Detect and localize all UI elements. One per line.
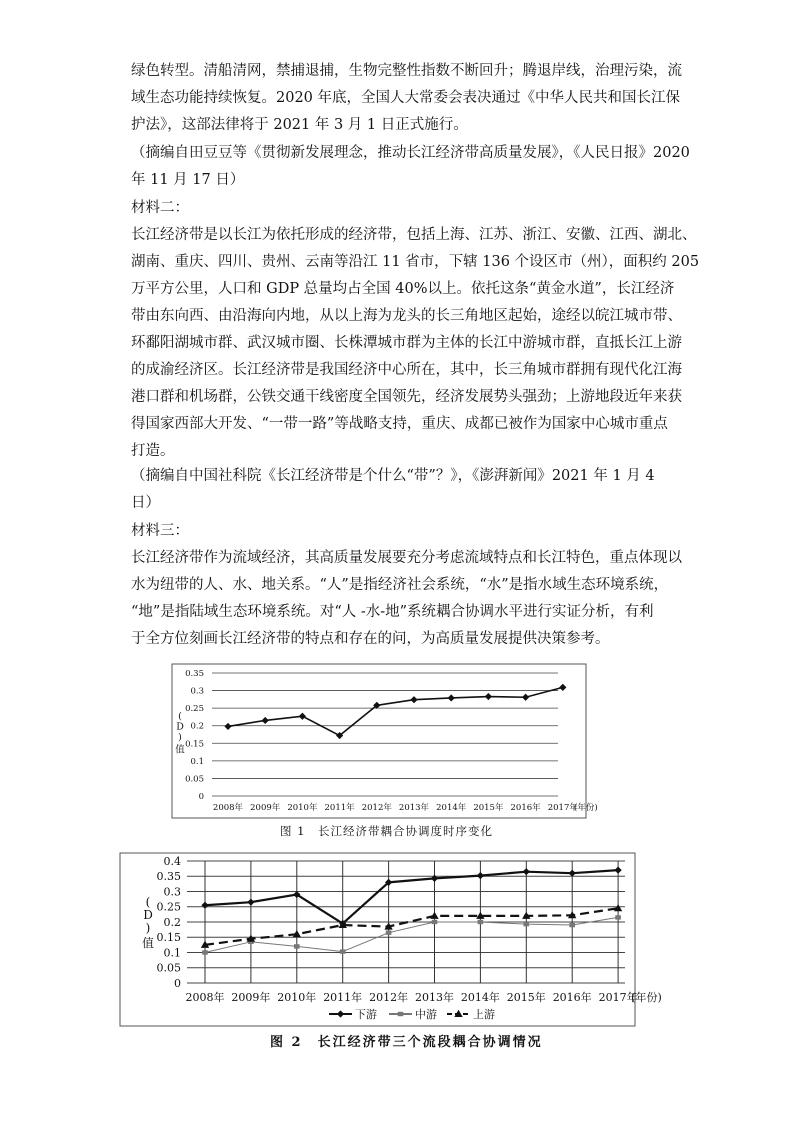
y-tick-label: 0.1	[163, 946, 181, 960]
y-tick-label: 0.2	[190, 721, 204, 732]
text-line: “地”是指陆域生态环境系统。对“人 -水-地”系统耦合协调水平进行实证分析，有利	[131, 604, 654, 620]
text-line: 的成渝经济区。长江经济带是我国经济中心所在，其中，长三角城市群拥有现代化江海	[131, 362, 682, 378]
data-point	[247, 899, 254, 906]
data-point	[615, 867, 622, 874]
material-3-paragraph	[131, 545, 682, 653]
y-tick-label: 0.15	[156, 931, 181, 945]
x-tick-label: 2015年	[506, 991, 546, 1004]
data-point	[569, 923, 575, 927]
legend-marker	[337, 1010, 344, 1017]
y-tick-label: 0.15	[185, 739, 204, 750]
data-point	[201, 902, 208, 909]
paragraph-1	[131, 58, 682, 139]
data-point	[294, 944, 300, 948]
data-point	[477, 872, 484, 879]
x-tick-label: 2013年	[415, 991, 454, 1004]
x-tick-label: 2010年	[277, 991, 317, 1004]
text-line: 护法》，这部法律将于 2021 年 3 月 1 日正式施行。	[131, 117, 468, 133]
x-tick-label: 2012年	[361, 803, 392, 813]
y-tick-label: 0.35	[156, 870, 181, 884]
figure-1-caption: 图 1 长江经济带耦合协调度时序变化	[280, 824, 493, 838]
x-tick-label: 2010年	[287, 803, 318, 813]
x-tick-label: 2008年	[185, 991, 225, 1004]
legend-label: 中游	[415, 1008, 437, 1021]
source-citation-2	[131, 463, 671, 517]
y-tick-label: 0.25	[185, 704, 204, 715]
y-tick-label: 0	[198, 791, 204, 802]
text-line: 环鄱阳湖城市群、武汉城市圈、长株潭城市群为主体的长江中游城市群，直抵长江上游	[131, 335, 682, 351]
y-tick-label: 0.05	[185, 774, 204, 785]
series-line-1	[228, 687, 563, 735]
x-tick-label: 2017年	[547, 803, 578, 813]
x-axis-unit-label: (年份)	[574, 803, 598, 813]
x-tick-label: 2016年	[510, 803, 541, 813]
chart-frame	[172, 664, 586, 818]
material-2-heading: 材料二：	[131, 200, 189, 216]
y-axis-label-zhi: 值	[141, 936, 155, 950]
text-line: （摘编自中国社科院《长江经济带是个什么“带”？》，《澎湃新闻》2021 年 1 月 4	[131, 468, 655, 484]
y-axis-label-d: D	[176, 721, 184, 733]
y-tick-label: 0.4	[163, 854, 181, 868]
text-line: 绿色转型。清船清网，禁捕退捕，生物完整性指数不断回升；腾退岸线，治理污染，流	[131, 63, 682, 79]
figure-2-caption: 图 2 长江经济带三个流段耦合协调情况	[270, 1035, 543, 1050]
text-line: 长江经济带作为流域经济，其高质量发展要充分考虑流域特点和长江特色，重点体现以	[131, 550, 682, 566]
y-tick-label: 0.3	[163, 885, 181, 899]
data-point	[615, 915, 621, 919]
x-tick-label: 2013年	[398, 803, 430, 813]
x-tick-label: 2011年	[323, 991, 363, 1004]
text-line: 长江经济带是以长江为依托形成的经济带，包括上海、江苏、浙江、安徽、江西、湖北、	[131, 227, 697, 243]
y-tick-label: 0.25	[156, 900, 181, 914]
series-line-2	[205, 917, 618, 952]
text-line: 水为纽带的人、水、地关系。“人”是指经济社会系统，“水”是指水域生态环境系统，	[131, 577, 669, 593]
x-tick-label: 2009年	[250, 803, 281, 813]
y-axis-label-zhi: 值	[175, 744, 185, 756]
text-line: 打造。	[131, 443, 175, 459]
text-line: （摘编自田豆豆等《贯彻新发展理念，推动长江经济带高质量发展》，《人民日报》2020	[131, 145, 690, 161]
data-point	[430, 912, 438, 919]
data-point	[202, 950, 208, 954]
data-point	[524, 922, 530, 926]
text-line: 得国家西部大开发、“一带一路”等战略支持，重庆、成都已被作为国家中心城市重点	[131, 416, 668, 432]
data-point	[559, 684, 566, 691]
data-point	[410, 696, 417, 703]
x-tick-label: 2017年	[598, 991, 638, 1004]
figure-2-chart	[119, 852, 662, 1027]
data-point	[299, 713, 306, 720]
y-axis-label-paren-open: (	[145, 895, 151, 909]
data-point	[569, 870, 576, 877]
y-axis-label-paren-open: (	[178, 711, 182, 722]
data-point	[523, 868, 530, 875]
x-tick-label: 2015年	[473, 803, 504, 813]
data-point	[448, 694, 455, 701]
material-2-paragraph	[131, 222, 700, 465]
text-line: 万平方公里，人口和 GDP 总量均占全国 40%以上。依托这条“黄金水道”，长江经济	[131, 281, 675, 297]
data-point	[432, 920, 438, 924]
legend-label: 下游	[355, 1008, 377, 1021]
x-tick-label: 2014年	[460, 991, 500, 1004]
x-tick-label: 2011年	[324, 803, 355, 813]
text-line: 日）	[131, 495, 160, 511]
figure-1-chart	[170, 662, 598, 820]
data-point	[224, 723, 231, 730]
y-axis-label-d: D	[143, 908, 153, 922]
y-tick-label: 0.1	[190, 756, 204, 767]
material-3-heading: 材料三：	[131, 523, 189, 539]
x-tick-label: 2016年	[552, 991, 592, 1004]
x-axis-unit-label: (年份)	[631, 991, 662, 1004]
text-line: 带由东向西、由沿海向内地，从以上海为龙头的长三角地区起始，途经以皖江城市带、	[131, 308, 682, 324]
y-tick-label: 0.3	[190, 686, 204, 697]
x-tick-label: 2014年	[436, 803, 467, 813]
source-citation-1	[131, 140, 690, 194]
text-line: 年 11 月 17 日）	[131, 172, 245, 188]
y-axis-label-paren-close: )	[178, 732, 182, 743]
y-tick-label: 0	[174, 976, 181, 990]
legend-label: 上游	[473, 1008, 495, 1021]
text-line: 域生态功能持续恢复。2020 年底，全国人大常委会表决通过《中华人民共和国长江保	[131, 90, 681, 106]
x-tick-label: 2008年	[212, 803, 244, 813]
text-line: 港口群和机场群，公铁交通干线密度全国领先，经济发展势头强劲；上游地段近年来获	[131, 389, 682, 405]
y-tick-label: 0.2	[163, 915, 181, 929]
data-point	[340, 949, 346, 953]
data-point	[386, 930, 392, 934]
legend-marker	[398, 1012, 404, 1016]
y-tick-label: 0.35	[185, 668, 204, 679]
x-tick-label: 2009年	[231, 991, 271, 1004]
text-line: 湖南、重庆、四川、贵州、云南等沿江 11 省市，下辖 136 个设区市（州），面积约 205	[131, 254, 700, 270]
y-tick-label: 0.05	[156, 961, 181, 975]
x-tick-label: 2012年	[369, 991, 409, 1004]
series-line-3	[205, 908, 618, 945]
data-point	[522, 694, 529, 701]
data-point	[485, 693, 492, 700]
data-point	[262, 717, 269, 724]
y-axis-label-paren-close: )	[145, 921, 151, 935]
text-line: 于全方位刻画长江经济带的特点和存在的问，为高质量发展提供决策参考。	[131, 631, 610, 647]
data-point	[478, 920, 484, 924]
